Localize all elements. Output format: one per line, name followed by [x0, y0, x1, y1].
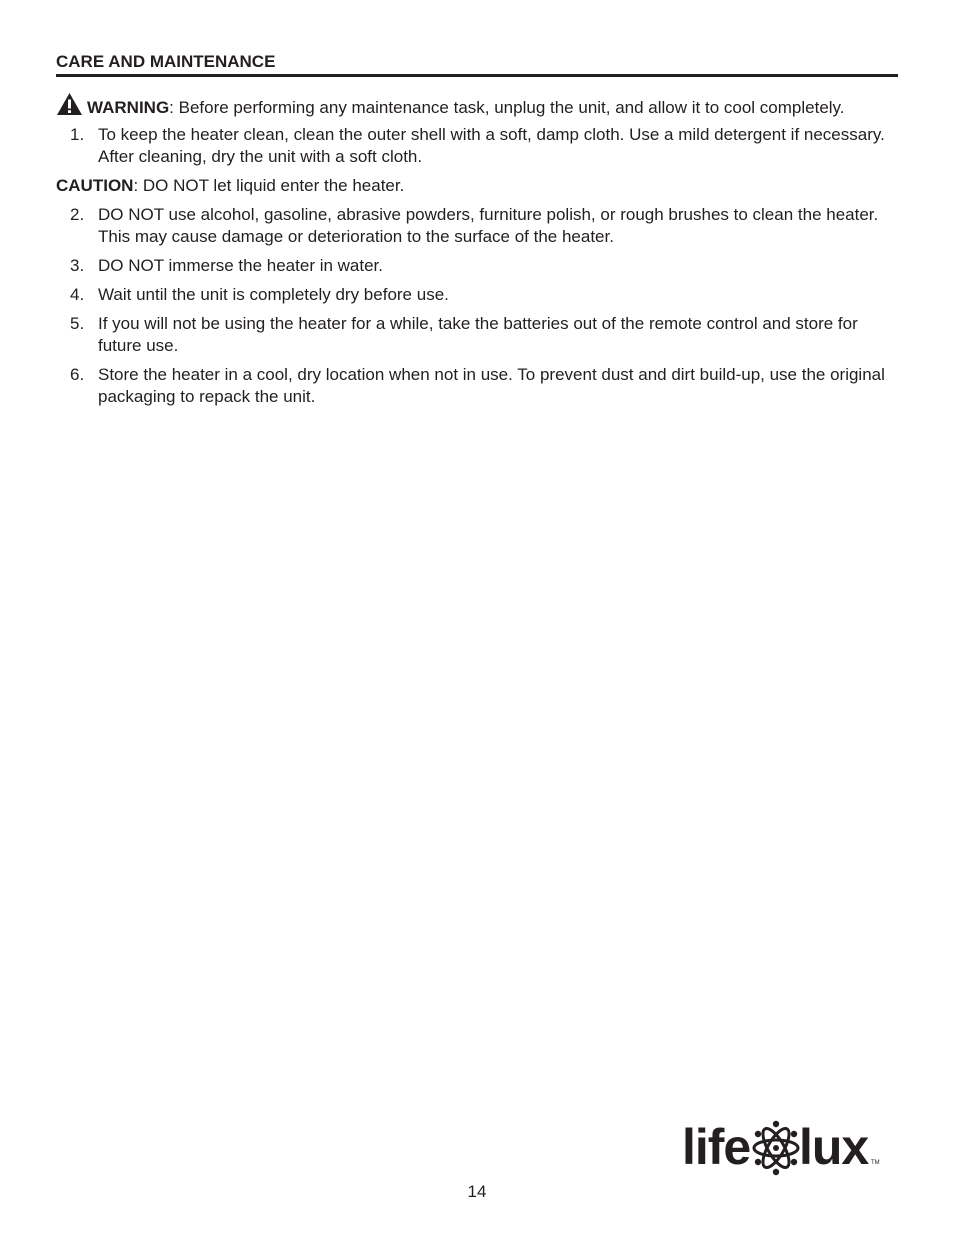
- caution-text: : DO NOT let liquid enter the heater.: [133, 176, 405, 195]
- warning-paragraph: [56, 92, 898, 119]
- list-item-number: 3.: [70, 256, 85, 275]
- trademark-symbol: TM: [871, 1160, 880, 1166]
- lifelux-logo: [682, 1118, 882, 1180]
- maintenance-list-part2: [56, 204, 898, 408]
- logo-text-life: life: [682, 1119, 751, 1175]
- section-title: CARE AND MAINTENANCE: [56, 52, 898, 77]
- page-number: 14: [467, 1182, 487, 1201]
- list-item: [56, 204, 898, 248]
- caution-label: CAUTION: [56, 176, 134, 195]
- list-item-text: DO NOT immerse the heater in water.: [98, 256, 384, 275]
- list-item-text: If you will not be using the heater for a while, take the batteries out of the remote control and store for future use.: [98, 314, 858, 355]
- warning-text: : Before performing any maintenance task, unplug the unit, and allow it to cool completely.: [169, 98, 845, 117]
- atom-icon: [754, 1121, 798, 1175]
- list-item-number: 6.: [70, 365, 85, 384]
- list-item-text: To keep the heater clean, clean the outer shell with a soft, damp cloth. Use a mild detergent if necessary. After cleaning, dry the unit with a soft cloth.: [98, 125, 885, 166]
- list-item-text: Store the heater in a cool, dry location when not in use. To prevent dust and dirt build-up, use the original packaging to repack the unit.: [98, 365, 885, 406]
- caution-paragraph: [56, 175, 898, 197]
- maintenance-content: [56, 92, 898, 415]
- list-item-number: 4.: [70, 285, 85, 304]
- list-item: [56, 284, 898, 306]
- list-item-text: Wait until the unit is completely dry before use.: [98, 285, 449, 304]
- list-item: [56, 124, 898, 168]
- list-item-text: DO NOT use alcohol, gasoline, abrasive powders, furniture polish, or rough brushes to clean the heater. This may cause damage or deterioration to the surface of the heater.: [98, 205, 879, 246]
- logo-text-lux: lux: [799, 1119, 869, 1175]
- list-item: [56, 364, 898, 408]
- maintenance-list-part1: [56, 124, 898, 168]
- list-item-number: 1.: [70, 125, 85, 144]
- warning-label: WARNING: [87, 98, 170, 117]
- list-item: [56, 313, 898, 357]
- warning-triangle-icon: [56, 92, 83, 116]
- list-item-number: 2.: [70, 205, 85, 224]
- list-item: [56, 255, 898, 277]
- list-item-number: 5.: [70, 314, 85, 333]
